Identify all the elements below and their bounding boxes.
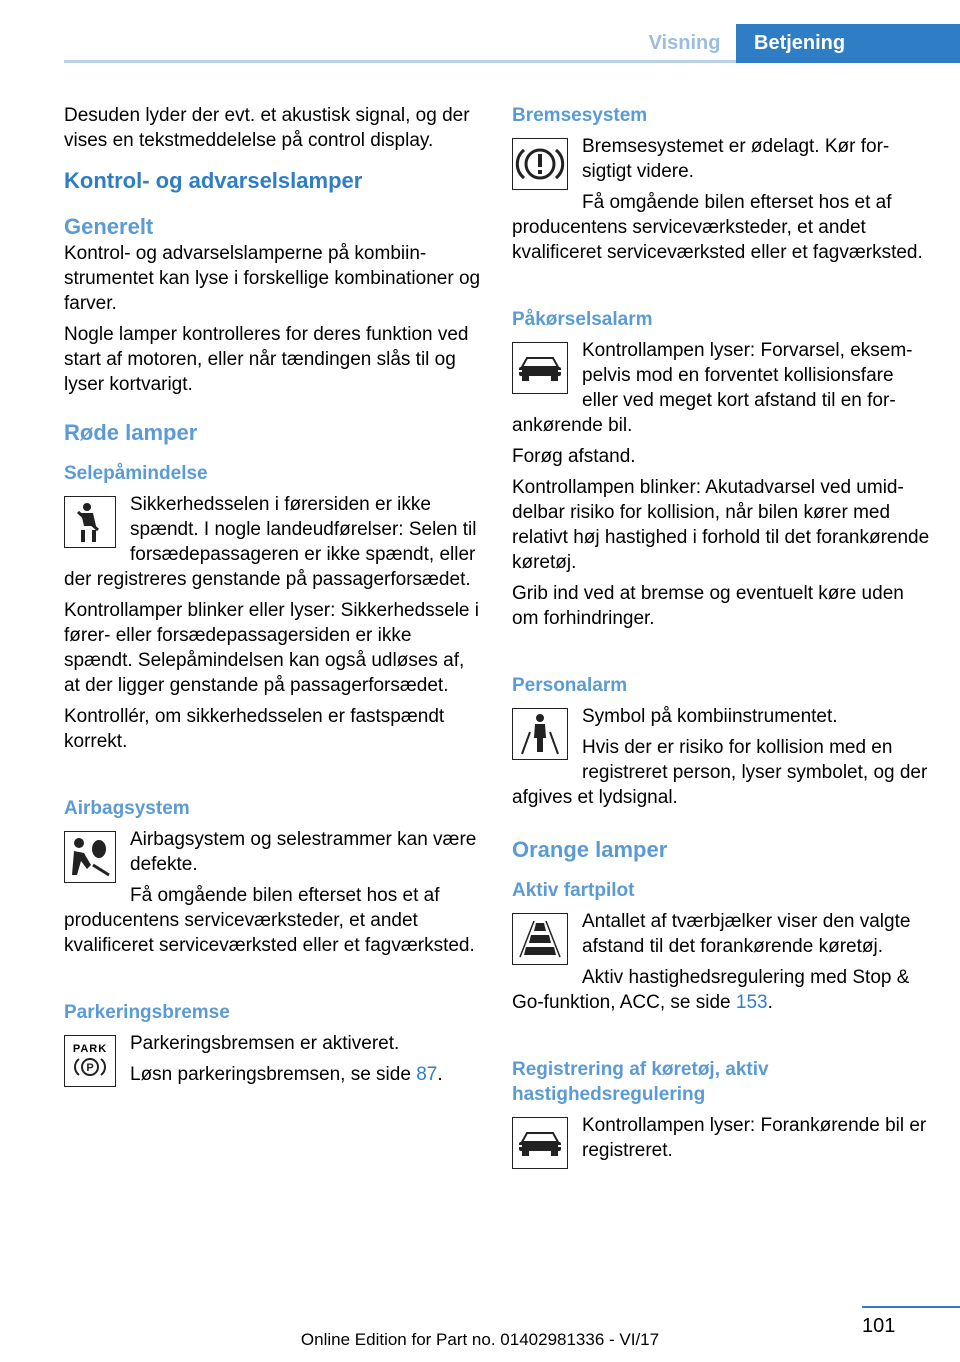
heading-selepamindelse: Selepåmindelse bbox=[64, 463, 208, 484]
brems-paragraph-2: Få omgående bilen efterset hos et af producentens serviceværksteder, et andet kvalificeret serviceværksted eller et fagværksted. bbox=[512, 192, 923, 263]
brake-warning-icon bbox=[512, 138, 568, 190]
tab-visning[interactable]: Visning bbox=[648, 32, 721, 54]
heading-rode-lamper: Røde lamper bbox=[64, 420, 198, 445]
aktiv-paragraph-2: Aktiv hastighedsregulering med Stop & Go-funktion, ACC, se side 153. bbox=[512, 967, 910, 1013]
airbag-icon bbox=[64, 831, 116, 883]
tab-betjening[interactable]: Betjening bbox=[736, 24, 960, 63]
pedestrian-warning-icon bbox=[512, 708, 568, 760]
distance-bars-icon bbox=[512, 913, 568, 965]
collision-warning-car-icon bbox=[512, 342, 568, 394]
heading-parkeringsbremse: Parkeringsbremse bbox=[64, 1002, 230, 1023]
generelt-paragraph-2: Nogle lamper kontrolleres for deres funktion ved start af motoren, eller når tændingen slås til og lyser kortvarigt. bbox=[64, 324, 469, 395]
heading-pakorselsalarm: Påkørselsalarm bbox=[512, 309, 653, 330]
intro-paragraph: Desuden lyder der evt. et akustisk signal, og der vises en tekstmeddelelse på control display. bbox=[64, 105, 470, 151]
brems-paragraph-1: Bremsesystemet er ødelagt. Kør forsigtigt videre. bbox=[582, 136, 890, 182]
left-column bbox=[64, 103, 482, 1093]
pakor-paragraph-4: Grib ind ved at bremse og eventuelt køre uden om forhindringer. bbox=[512, 583, 904, 629]
svg-text:P: P bbox=[86, 1062, 94, 1074]
reg-paragraph-1: Kontrollampen lyser: Forankørende bil er registreret. bbox=[582, 1115, 927, 1161]
page-number: 101 bbox=[862, 1315, 896, 1337]
page-link-87[interactable]: 87 bbox=[416, 1064, 438, 1085]
park-paragraph-1: Parkeringsbremsen er aktiveret. bbox=[130, 1033, 400, 1054]
heading-generelt: Generelt bbox=[64, 214, 154, 239]
right-column bbox=[512, 103, 932, 1173]
park-paragraph-2: Løsn parkeringsbremsen, se side 87. bbox=[130, 1064, 443, 1085]
vehicle-detected-car-icon bbox=[512, 1117, 568, 1169]
heading-registrering: Registrering af køretøj, aktiv hastighedsregulering bbox=[512, 1059, 769, 1105]
sele-paragraph-2: Kontrollamper blinker eller lyser: Sikkerhedssele i fører- eller forsædepassagersiden er ikke spændt. Selepåmindelsen kan også udløses af, at der ligger genstande på passagerforsædet. bbox=[64, 600, 480, 696]
heading-kontrol: Kontrol- og advarselslamper bbox=[64, 168, 363, 193]
page-number-rule bbox=[862, 1306, 960, 1308]
park-label: PARK bbox=[72, 1043, 108, 1055]
airbag-paragraph-2: Få omgående bilen efterset hos et af producentens serviceværksteder, et andet kvalificeret serviceværksted eller et fagværksted. bbox=[64, 885, 475, 956]
pakor-paragraph-1: Kontrollampen lyser: Forvarsel, eksempelvis mod en forventet kollisionsfare eller ved meget kort afstand til en forankørende bil. bbox=[512, 340, 913, 436]
person-paragraph-1: Symbol på kombiinstrumentet. bbox=[582, 706, 838, 727]
heading-aktiv-fartpilot: Aktiv fartpilot bbox=[512, 880, 635, 901]
generelt-paragraph-1: Kontrol- og advarselslamperne på kombiinstrumentet kan lyse i forskellige kombinationer og farver. bbox=[64, 243, 481, 314]
seatbelt-icon bbox=[64, 496, 116, 548]
person-paragraph-2: Hvis der er risiko for kollision med en registreret person, lyser symbolet, og der afgives et lydsignal. bbox=[512, 737, 928, 808]
parking-brake-icon bbox=[64, 1035, 116, 1087]
sele-paragraph-3: Kontrollér, om sikkerhedsselen er fastspændt korrekt. bbox=[64, 706, 445, 752]
heading-bremsesystem: Bremsesystem bbox=[512, 105, 648, 126]
parking-brake-circle-icon bbox=[73, 1055, 107, 1079]
pakor-paragraph-2: Forøg afstand. bbox=[512, 446, 636, 467]
aktiv-paragraph-1: Antallet af tværbjælker viser den valgte afstand til det forankørende køretøj. bbox=[582, 911, 911, 957]
sele-paragraph-1: Sikkerhedsselen i førersiden er ikke spændt. I nogle landeudførelser: Selen til forsædepassageren er ikke spændt, eller der registreres genstande på passagerforsædet. bbox=[64, 494, 477, 590]
page-link-153[interactable]: 153 bbox=[735, 992, 768, 1013]
pakor-paragraph-3: Kontrollampen blinker: Akutadvarsel ved umiddelbar risiko for kollision, når bilen kører med relativt høj hastighed i forhold til det forankørende køretøj. bbox=[512, 477, 930, 573]
airbag-paragraph-1: Airbagsystem og selestrammer kan være defekte. bbox=[130, 829, 477, 875]
heading-personalarm: Personalarm bbox=[512, 675, 628, 696]
heading-airbagsystem: Airbagsystem bbox=[64, 798, 190, 819]
heading-orange-lamper: Orange lamper bbox=[512, 837, 668, 862]
footer-edition: Online Edition for Part no. 01402981336 - VI/17 bbox=[300, 1330, 660, 1349]
